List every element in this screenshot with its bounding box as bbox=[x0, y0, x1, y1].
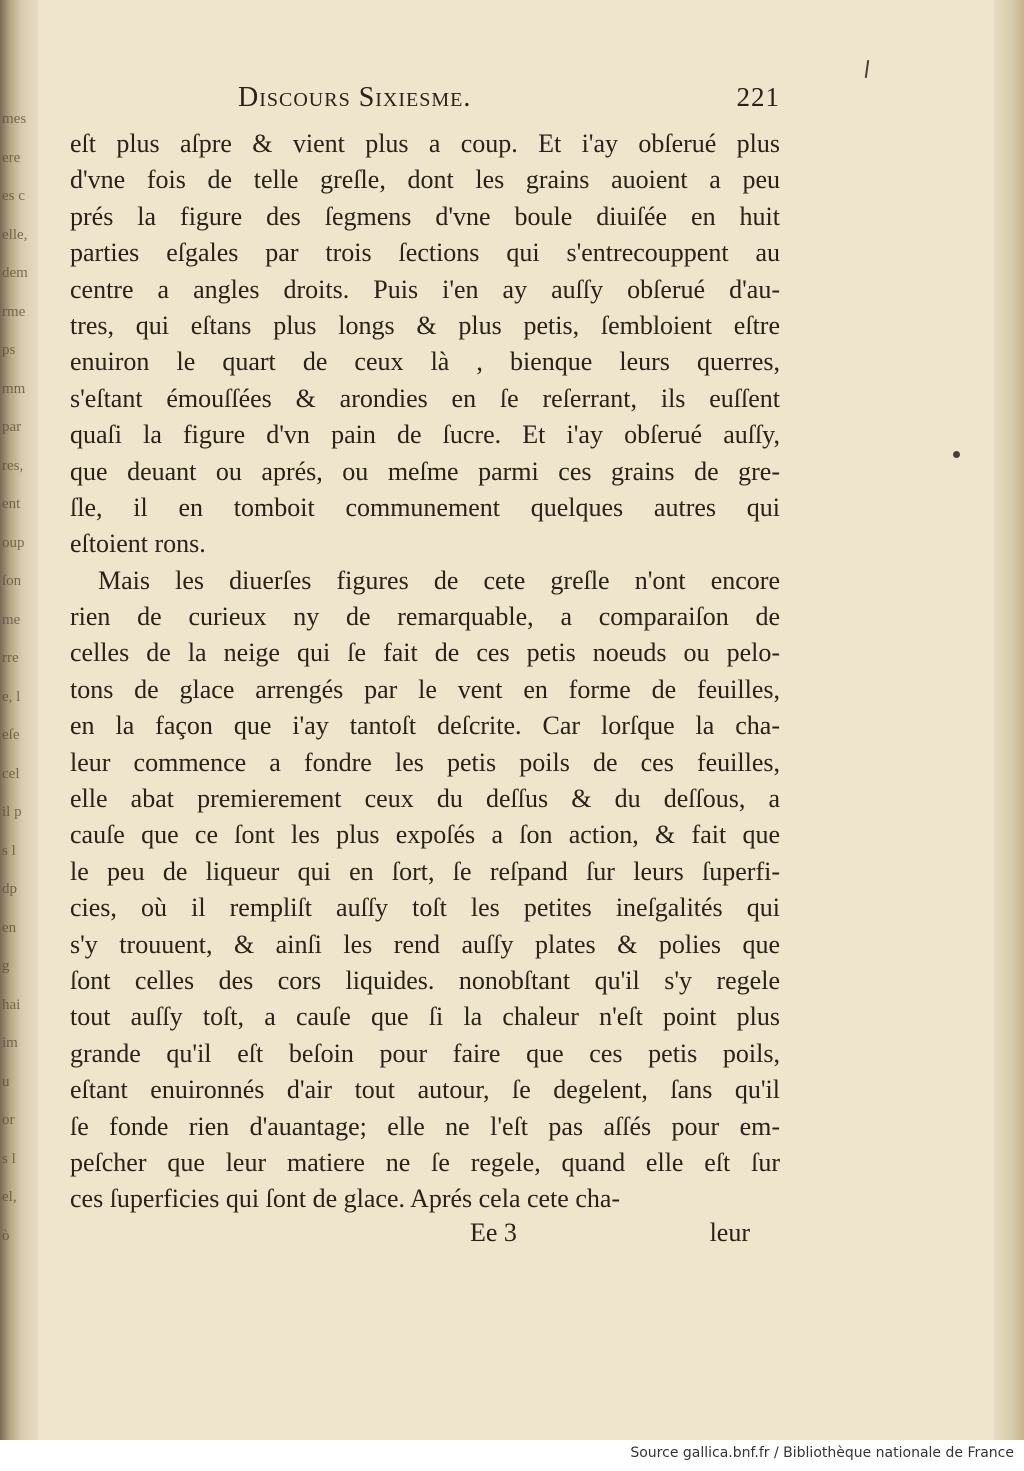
facing-page-fragment: ent bbox=[2, 496, 21, 512]
facing-page-fragment: il p bbox=[2, 804, 22, 820]
margin-mark bbox=[865, 60, 869, 78]
facing-page-fragment: es c bbox=[2, 188, 25, 204]
text-line: d'vne fois de telle greſle, dont les grains auoient a peu bbox=[70, 165, 780, 195]
text-line: ſle, il en tomboit communement quelques autres qui bbox=[70, 492, 780, 522]
facing-page-fragment: hai bbox=[2, 996, 21, 1013]
facing-page-fragment: ſon bbox=[2, 573, 22, 589]
text-line: leur commence a fondre les petis poils de ces feuilles, bbox=[70, 747, 780, 777]
text-line: celles de la neige qui ſe fait de ces petis noeuds ou pelo- bbox=[70, 638, 780, 668]
text-line: peſcher que leur matiere ne ſe regele, quand elle eſt ſur bbox=[70, 1147, 780, 1177]
catchword: leur bbox=[709, 1217, 750, 1247]
facing-page-fragment: or bbox=[2, 1112, 15, 1128]
facing-page-fragment: ò bbox=[2, 1227, 10, 1244]
page-edge bbox=[994, 0, 1024, 1440]
facing-page-fragment: par bbox=[2, 419, 22, 435]
facing-page-fragment: en bbox=[2, 919, 17, 936]
text-line: tres, qui eſtans plus longs & plus petis, ſembloient eſtre bbox=[70, 310, 780, 340]
facing-page-fragment: dp bbox=[2, 881, 17, 897]
text-line: ſe fonde rien d'auantage; elle ne l'eſt pas aſſés pour em- bbox=[70, 1111, 780, 1141]
facing-page-fragment: oup bbox=[2, 534, 25, 551]
text-line: ſont celles des cors liquides. nonobſtant qu'il s'y regele bbox=[70, 965, 780, 995]
text-line: enuiron le quart de ceux là , bienque leurs querres, bbox=[70, 347, 780, 377]
facing-page-fragment: im bbox=[2, 1035, 18, 1051]
body-text bbox=[60, 126, 780, 1218]
facing-page-fragment: e, l bbox=[2, 688, 21, 705]
running-title: Discours Sixiesme. bbox=[238, 82, 472, 113]
running-head bbox=[60, 78, 780, 126]
facing-page-edge bbox=[0, 110, 30, 1280]
facing-page-fragment: mm bbox=[2, 380, 26, 397]
text-line: s'y trouuent, & ainſi les rend auſſy plates & polies que bbox=[70, 929, 780, 959]
facing-page-fragment: ps bbox=[2, 342, 16, 358]
facing-page-fragment: s l bbox=[2, 1150, 16, 1167]
text-line: quaſi la figure d'vn pain de ſucre. Et i'ay obſerué auſſy, bbox=[70, 420, 780, 450]
text-line: rien de curieux ny de remarquable, a comparaiſon de bbox=[70, 602, 780, 632]
ink-spot bbox=[953, 451, 960, 458]
text-line: grande qu'il eſt beſoin pour faire que ces petis poils, bbox=[70, 1038, 780, 1068]
source-credit-link[interactable]: Source gallica.bnf.fr / Bibliothèque nationale de France bbox=[630, 1445, 1014, 1461]
facing-page-fragment: me bbox=[2, 611, 21, 628]
facing-page-fragment: el, bbox=[2, 1189, 17, 1205]
text-line: parties eſgales par trois ſections qui s'entrecouppent au bbox=[70, 238, 780, 268]
facing-page-fragment: g bbox=[2, 958, 10, 974]
text-line: prés la figure des ſegmens d'vne boule diuiſée en huit bbox=[70, 201, 780, 231]
facing-page-fragment: mes bbox=[2, 111, 27, 127]
facing-page-fragment: cel bbox=[2, 765, 20, 782]
facing-page-fragment: u bbox=[2, 1073, 10, 1090]
page-number: 221 bbox=[736, 82, 780, 112]
text-line: eſtant enuironnés d'air tout autour, ſe degelent, ſans qu'il bbox=[70, 1075, 780, 1105]
source-bar bbox=[0, 1440, 1024, 1471]
text-line: eſt plus aſpre & vient plus a coup. Et i'ay obſerué plus bbox=[70, 129, 780, 158]
text-line: le peu de liqueur qui en ſort, ſe reſpand ſur leurs ſuperfi- bbox=[70, 856, 780, 886]
text-line: que deuant ou aprés, ou meſme parmi ces grains de gre- bbox=[70, 456, 780, 486]
text-line: s'eſtant émouſſées & arondies en ſe reſerrant, ils euſſent bbox=[70, 383, 780, 413]
page-text-block bbox=[60, 78, 780, 1254]
page-footer bbox=[60, 1218, 780, 1254]
facing-page-fragment: elle, bbox=[2, 226, 28, 243]
facing-page-fragment: dem bbox=[2, 265, 28, 281]
facing-page-fragment: s l bbox=[2, 842, 16, 859]
facing-page-fragment: rre bbox=[2, 650, 19, 666]
text-line: eſtoient rons. bbox=[70, 529, 206, 559]
facing-page-fragment: eſe bbox=[2, 727, 20, 743]
facing-page-fragment: res, bbox=[2, 457, 24, 474]
facing-page-fragment: rme bbox=[2, 303, 26, 320]
signature-mark: Ee 3 bbox=[470, 1217, 517, 1247]
text-line: Mais les diuerſes figures de cete greſle n'ont encore bbox=[98, 565, 780, 595]
text-line: tout auſſy toſt, a cauſe que ſi la chaleur n'eſt point plus bbox=[70, 1002, 780, 1032]
text-line: tons de glace arrengés par le vent en forme de feuilles, bbox=[70, 674, 780, 704]
text-line: elle abat premierement ceux du deſſus & du deſſous, a bbox=[70, 784, 780, 814]
text-line: ces ſuperficies qui ſont de glace. Aprés cela cete cha- bbox=[70, 1184, 621, 1214]
text-line: en la façon que i'ay tantoſt deſcrite. Car lorſque la cha- bbox=[70, 711, 780, 741]
facing-page-fragment: ere bbox=[2, 149, 21, 166]
text-line: cies, où il rempliſt auſſy toſt les petites ineſgalités qui bbox=[70, 893, 780, 923]
text-line: cauſe que ce ſont les plus expoſés a ſon action, & fait que bbox=[70, 820, 780, 850]
text-line: centre a angles droits. Puis i'en ay auſſy obſerué d'au- bbox=[70, 274, 780, 304]
